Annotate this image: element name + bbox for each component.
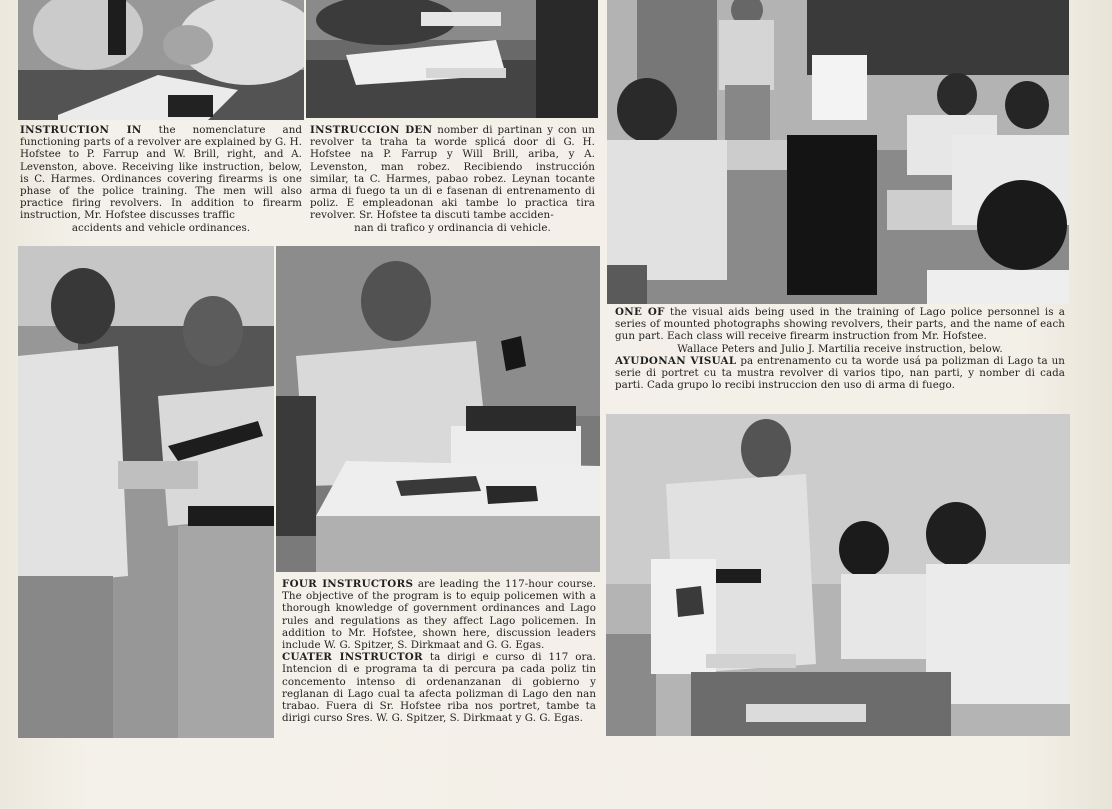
caption-right	[615, 306, 1065, 391]
caption-top-left-english	[20, 124, 302, 234]
caption-body: pa entrenamento cu ta worde usá pa polizman di Lago ta un serie di portret cu ta mustra revolver di varios tipo, nan parti, y nomber di cada parti. Cada grupo lo recibi instruccion den uso di arma di fuego.	[615, 354, 1065, 392]
photo-bottom-right	[606, 414, 1070, 736]
photo-top-right	[607, 0, 1069, 304]
caption-tail: accidents and vehicle ordinances.	[71, 221, 251, 234]
caption-top-middle-papiamento	[310, 124, 595, 234]
caption-lead: INSTRUCCION DEN	[310, 124, 433, 136]
caption-body: ta dirigi e curso di 117 ora. Intencion di e programa ta di percura pa cada poliz tin concemento intenso di ordenanzanan di gobierno y reglanan di Lago cual ta afecta polizman di Lago den nan trabao. Fuera di Sr. Hofstee riba nos portret, tambe ta dirigi curso Sres. W. G. Spitzer, S. Dirkmaat y G. G. Egas.	[282, 651, 596, 725]
caption-lead: AYUDONAN VISUAL	[615, 354, 737, 367]
caption-bottom-middle	[282, 578, 596, 724]
caption-lead: CUATER INSTRUCTOR	[282, 651, 423, 664]
caption-body: the visual aids being used in the training of Lago police personnel is a series of mounted photographs showing revolvers, their parts, and the name of each gun part. Each class will receive firearm instruction from Mr. Hofstee.	[615, 306, 1065, 343]
caption-body: the nomenclature and functioning parts of a revolver are explained by G. H. Hofstee to P. Farrup and W. Brill, right, and A. Levenston, above. Receiving like instruction, below, is C. Harmes. Ordinances covering firearms is one phase of the police training. The men will also practice firing revolvers. In addition to firearm instruction, Mr. Hofstee discusses traffic	[20, 124, 303, 222]
caption-lead: FOUR INSTRUCTORS	[282, 578, 414, 590]
caption-tail: nan di trafico y ordinancia di vehicle.	[354, 221, 551, 234]
photo-top-middle	[306, 0, 598, 118]
caption-tail: Wallace Peters and Julio J. Martilia receive instruction, below.	[677, 342, 1003, 355]
caption-body: nomber di partinan y con un revolver ta traha ta worde splicá door di G. H. Hofstee na P. Farrup y Will Brill, ariba, y A. Levenston, man robez. Recibiendo instrucción similar, ta C. Harmes, pabao robez. Leynan tocante arma di fuego ta un di e fasenan di entrenamento di poliz. E empleadonan aki tambe lo practica tira revolver. Sr. Hofstee ta discuti tambe acciden-	[310, 124, 595, 222]
caption-body: are leading the 117-hour course. The objective of the program is to equip policemen with a thorough knowledge of government ordinances and Lago rules and regulations as they affect Lago policemen. In addition to Mr. Hofstee, shown here, discussion leaders include W. G. Spitzer, S. Dirkmaat and G. G. Egas.	[282, 578, 597, 652]
caption-lead: ONE OF	[615, 306, 665, 318]
photo-middle-left	[18, 246, 274, 738]
photo-top-left	[18, 0, 304, 120]
caption-lead: INSTRUCTION IN	[20, 124, 142, 136]
photo-middle-center	[276, 246, 600, 572]
